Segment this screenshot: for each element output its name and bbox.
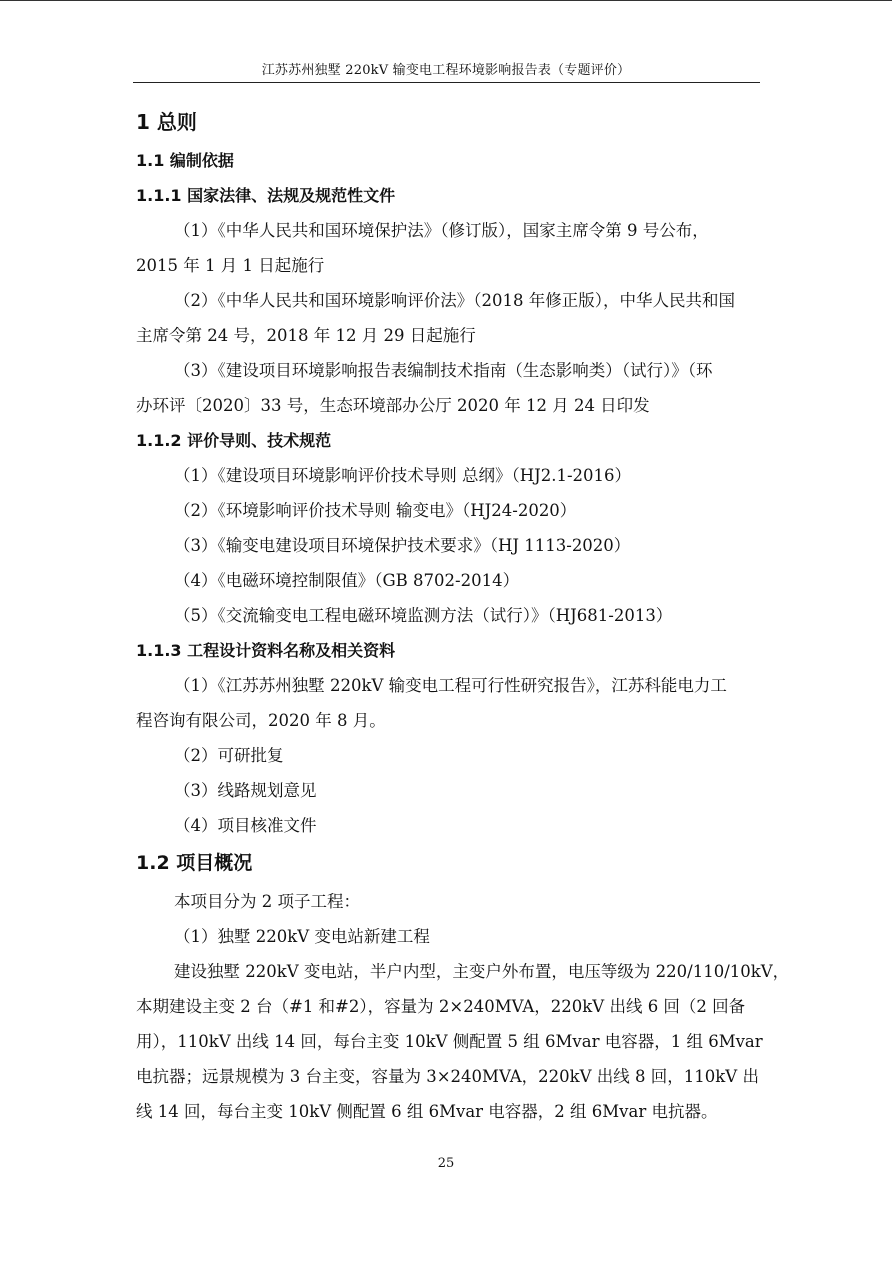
overview-line-6: 电抗器；远景规模为 3 台主变，容量为 3×240MVA，220kV 出线 8 回，110kV 出 bbox=[136, 1067, 759, 1086]
law-line-2: 2015 年 1 月 1 日起施行 bbox=[136, 256, 325, 275]
design-doc-line-5: （4）项目核准文件 bbox=[174, 816, 317, 835]
heading-1-1: 1.1 编制依据 bbox=[136, 151, 234, 170]
law-line-4: 主席令第 24 号，2018 年 12 月 29 日起施行 bbox=[136, 326, 476, 345]
design-doc-line-3: （2）可研批复 bbox=[174, 746, 284, 765]
overview-line-1: 本项目分为 2 项子工程： bbox=[174, 892, 360, 911]
page-top-rule bbox=[0, 0, 892, 1]
heading-1-1-3: 1.1.3 工程设计资料名称及相关资料 bbox=[136, 641, 396, 660]
overview-line-4: 本期建设主变 2 台（#1 和#2），容量为 2×240MVA，220kV 出线 6 回（2 回备 bbox=[136, 997, 746, 1016]
heading-1-1-1: 1.1.1 国家法律、法规及规范性文件 bbox=[136, 186, 396, 205]
standard-line-4: （4）《电磁环境控制限值》（GB 8702-2014） bbox=[174, 571, 520, 590]
law-line-3: （2）《中华人民共和国环境影响评价法》（2018 年修正版），中华人民共和国 bbox=[174, 291, 735, 310]
page-number: 25 bbox=[437, 1156, 455, 1171]
design-doc-line-4: （3）线路规划意见 bbox=[174, 781, 317, 800]
standard-line-1: （1）《建设项目环境影响评价技术导则 总纲》（HJ2.1-2016） bbox=[174, 466, 632, 485]
law-line-5: （3）《建设项目环境影响报告表编制技术指南（生态影响类）（试行）》（环 bbox=[174, 361, 713, 380]
law-line-6: 办环评〔2020〕33 号，生态环境部办公厅 2020 年 12 月 24 日印发 bbox=[136, 396, 650, 415]
overview-line-7: 线 14 回，每台主变 10kV 侧配置 6 组 6Mvar 电容器，2 组 6Mvar 电抗器。 bbox=[136, 1102, 718, 1121]
law-line-1: （1）《中华人民共和国环境保护法》（修订版），国家主席令第 9 号公布， bbox=[174, 221, 709, 240]
heading-1-1-2: 1.1.2 评价导则、技术规范 bbox=[136, 431, 332, 450]
design-doc-line-1: （1）《江苏苏州独墅 220kV 输变电工程可行性研究报告》，江苏科能电力工 bbox=[174, 676, 727, 695]
overview-line-3: 建设独墅 220kV 变电站，半户内型，主变户外布置，电压等级为 220/110/10kV， bbox=[174, 962, 790, 981]
design-doc-line-2: 程咨询有限公司，2020 年 8 月。 bbox=[136, 711, 386, 730]
running-header: 江苏苏州独墅 220kV 输变电工程环境影响报告表（专题评价） bbox=[261, 63, 631, 78]
header-rule bbox=[133, 82, 760, 83]
heading-1-2: 1.2 项目概况 bbox=[136, 852, 253, 874]
standard-line-5: （5）《交流输变电工程电磁环境监测方法（试行）》（HJ681-2013） bbox=[174, 606, 673, 625]
heading-1: 1 总则 bbox=[136, 110, 197, 134]
overview-line-2: （1）独墅 220kV 变电站新建工程 bbox=[174, 927, 430, 946]
standard-line-3: （3）《输变电建设项目环境保护技术要求》（HJ 1113-2020） bbox=[174, 536, 631, 555]
standard-line-2: （2）《环境影响评价技术导则 输变电》（HJ24-2020） bbox=[174, 501, 577, 520]
overview-line-5: 用），110kV 出线 14 回，每台主变 10kV 侧配置 5 组 6Mvar 电容器，1 组 6Mvar bbox=[136, 1032, 763, 1051]
